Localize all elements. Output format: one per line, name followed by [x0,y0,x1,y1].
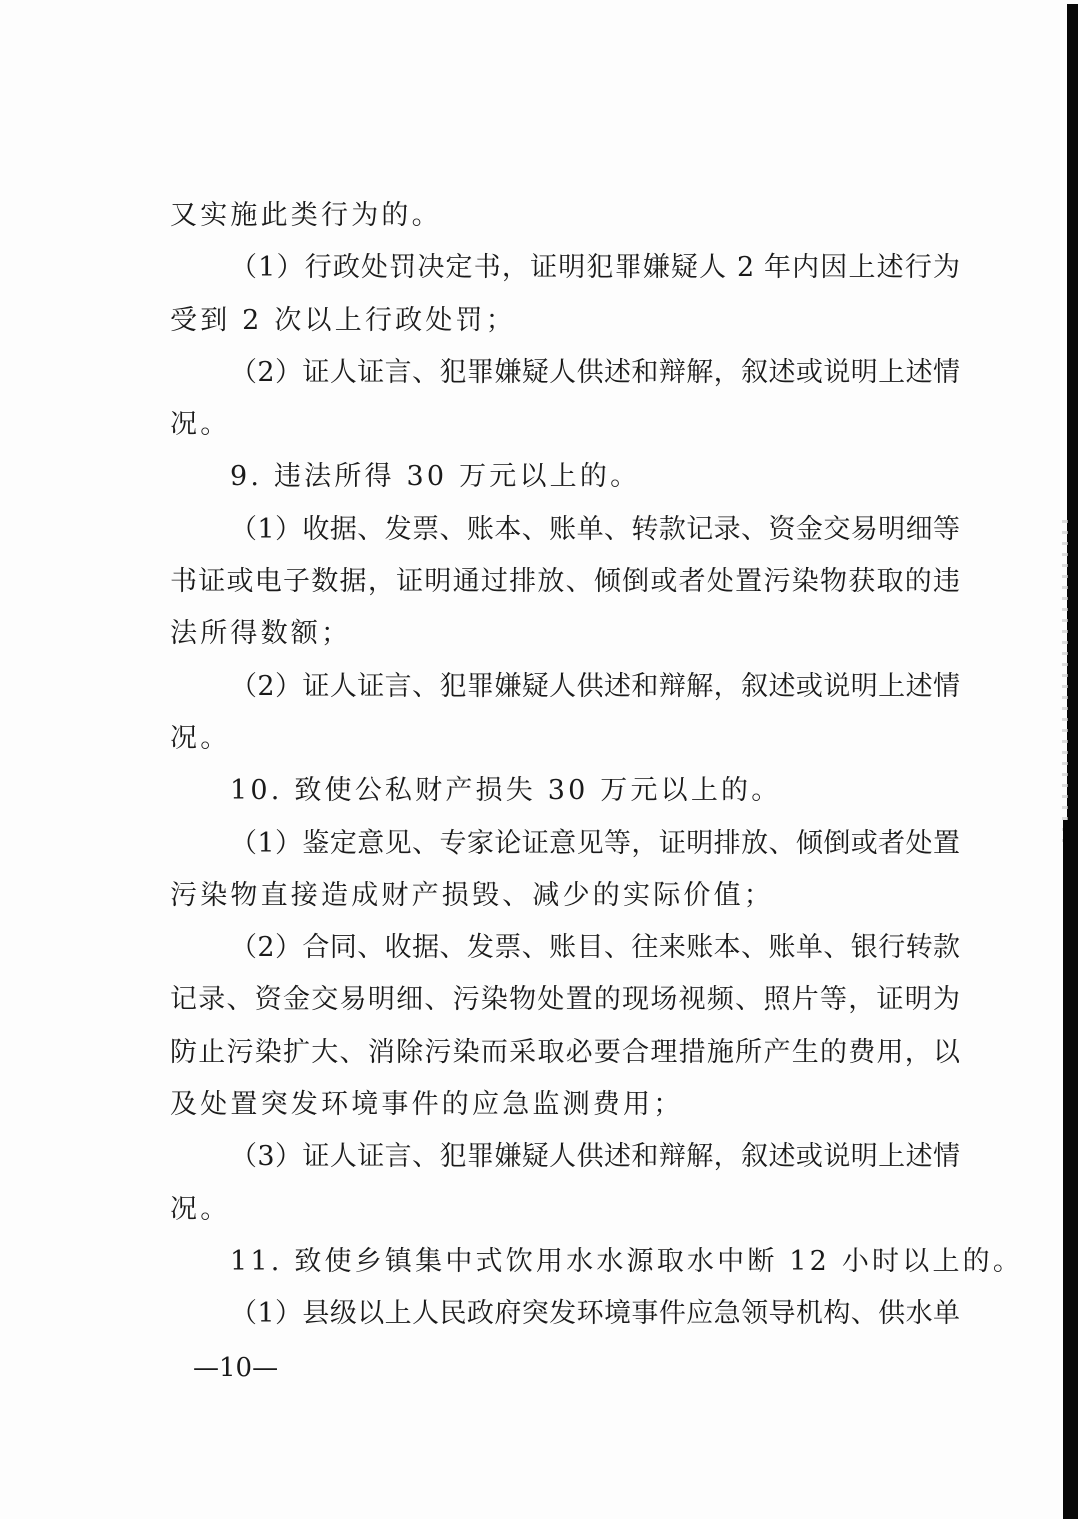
text-line: 污染物直接造成财产损毁、减少的实际价值； [170,879,774,911]
scan-border-fray [1062,520,1068,850]
text-line: 况。 [170,409,231,441]
text-line: 书证或电子数据，证明通过排放、倾倒或者处置污染物获取的违 [170,566,960,598]
section-heading-10: 10. 致使公私财产损失 30 万元以上的。 [230,775,782,807]
text-line: （2）合同、收据、发票、账目、往来账本、账单、银行转款 [230,932,960,964]
text-line: （1）行政处罚决定书，证明犯罪嫌疑人 2 年内因上述行为 [230,252,960,284]
text-line: 受到 2 次以上行政处罚； [170,304,516,336]
document-body [170,190,1024,1341]
scan-border-shadow [1063,820,1068,1519]
text-line: （1）县级以上人民政府突发环境事件应急领导机构、供水单 [230,1298,960,1330]
text-line: 况。 [170,1193,231,1225]
text-line: （1）收据、发票、账本、账单、转款记录、资金交易明细等 [230,513,960,545]
section-heading-9: 9. 违法所得 30 万元以上的。 [230,461,641,493]
section-heading-11: 11. 致使乡镇集中式饮用水水源取水中断 12 小时以上的。 [230,1245,1024,1277]
text-line: 况。 [170,722,231,754]
scan-border-edge [1067,4,1078,1519]
page-number: —10— [193,1353,279,1383]
text-line: （1）鉴定意见、专家论证意见等，证明排放、倾倒或者处置 [230,827,960,859]
text-line: （2）证人证言、犯罪嫌疑人供述和辩解，叙述或说明上述情 [230,670,960,702]
text-line: 法所得数额； [170,618,352,650]
text-line: 防止污染扩大、消除污染而采取必要合理措施所产生的费用，以 [170,1036,960,1068]
text-line: 又实施此类行为的。 [170,200,442,231]
text-line: 及处置突发环境事件的应急监测费用； [170,1089,684,1121]
text-line: （2）证人证言、犯罪嫌疑人供述和辩解，叙述或说明上述情 [230,356,960,388]
text-line: 记录、资金交易明细、污染物处置的现场视频、照片等，证明为 [170,984,960,1016]
text-line: （3）证人证言、犯罪嫌疑人供述和辩解，叙述或说明上述情 [230,1141,960,1173]
